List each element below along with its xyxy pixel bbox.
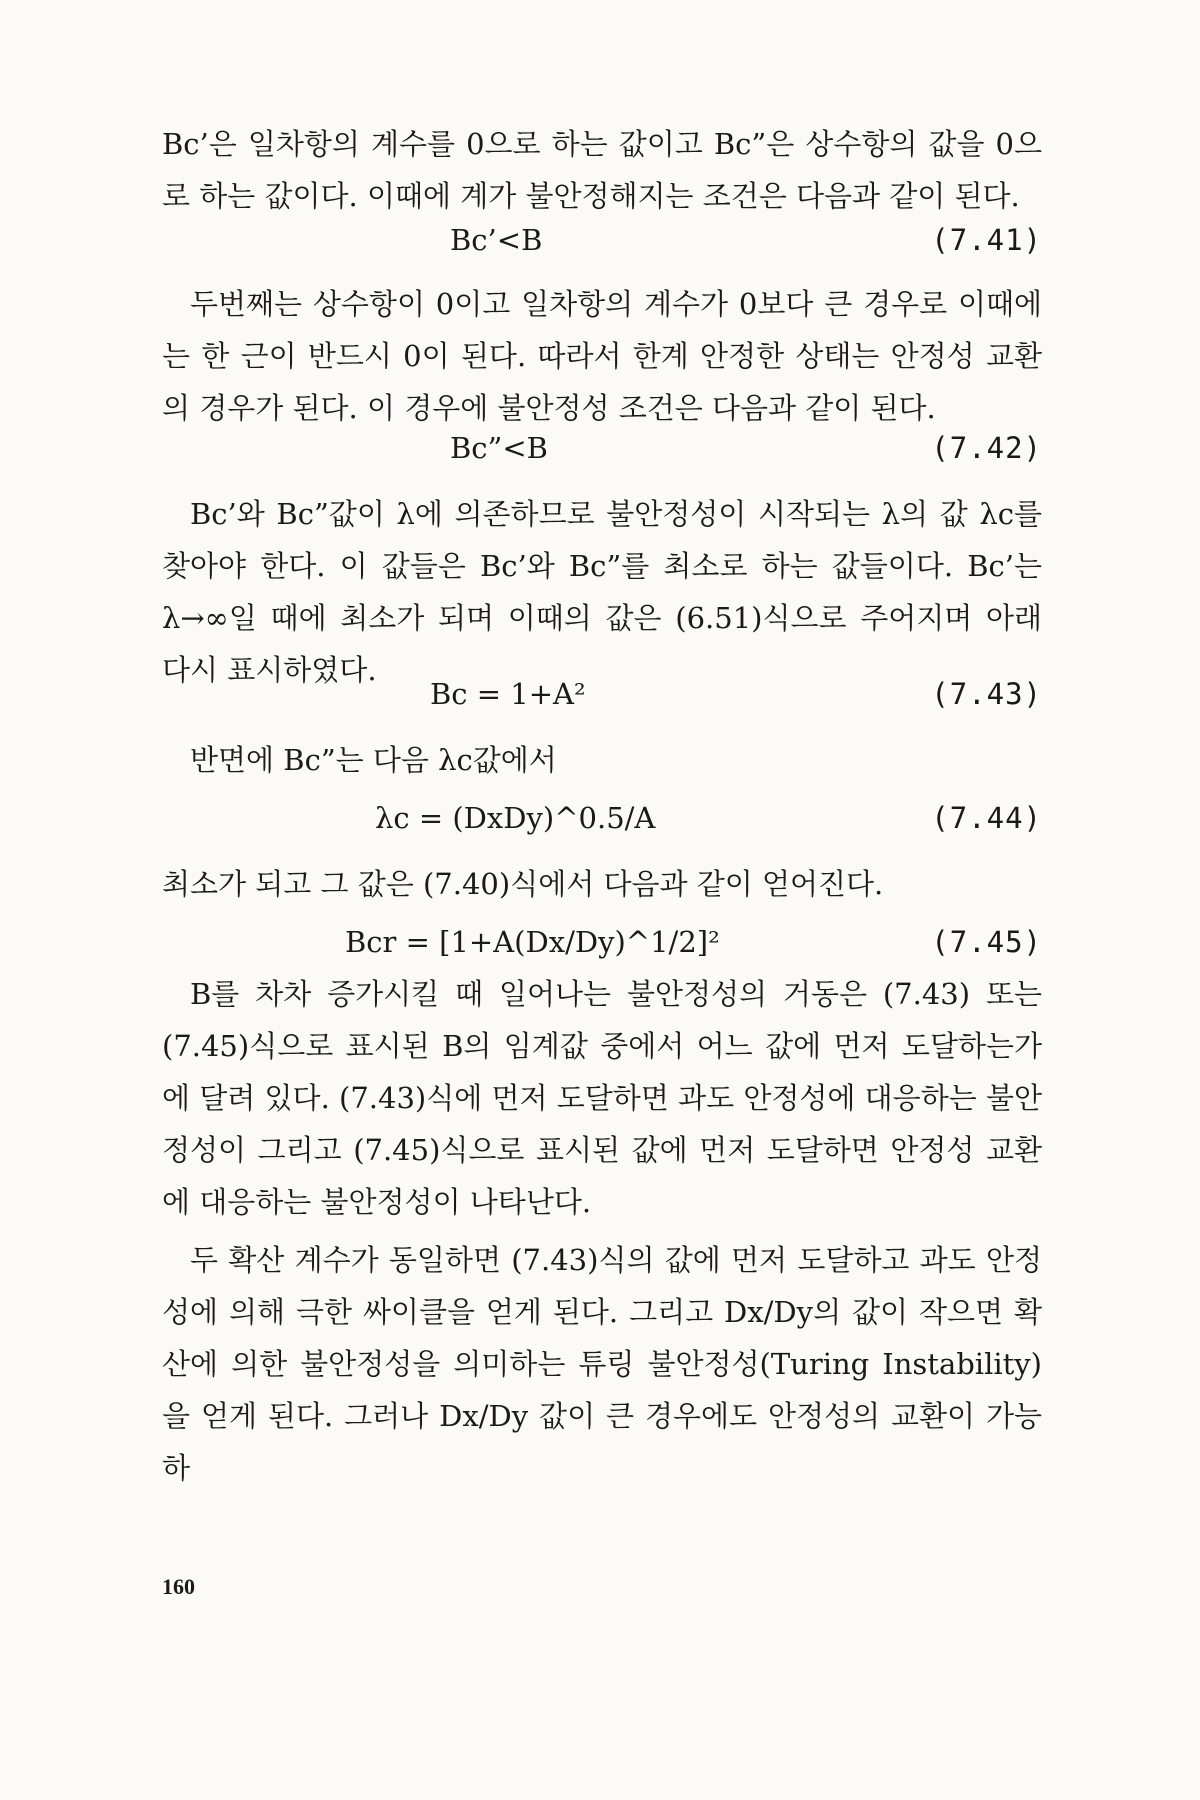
equation-7-43 — [0, 668, 1200, 720]
paragraph: 최소가 되고 그 값은 (7.40)식에서 다음과 같이 얻어진다. — [162, 867, 884, 901]
equation-7-41 — [0, 214, 1200, 266]
paragraph: Bc’은 일차항의 계수를 0으로 하는 값이고 Bc”은 상수항의 값을 0으로 하는 값이다. 이때에 계가 불안정해지는 조건은 다음과 같이 된다. — [162, 127, 1042, 213]
equation-number: (7.45) — [931, 925, 1042, 959]
equation-expression: Bc = 1+A² — [430, 677, 586, 711]
equation-7-42 — [0, 422, 1200, 474]
equation-expression: Bcr = [1+A(Dx/Dy)^1/2]² — [345, 925, 720, 959]
paragraph: B를 차차 증가시킬 때 일어나는 불안정성의 거동은 (7.43) 또는 (7.45)식으로 표시된 B의 임계값 중에서 어느 값에 먼저 도달하는가에 달려 있다. (7.43)식에 먼저 도달하면 과도 안정성에 대응하는 불안정성이 그리고 (7.45)식으로 표시된 값에 먼저 도달하면 안정성 교환에 대응하는 불안정성이 나타난다. — [162, 977, 1042, 1219]
equation-number: (7.41) — [931, 223, 1042, 257]
equation-number: (7.43) — [931, 677, 1042, 711]
equation-number: (7.44) — [931, 801, 1042, 835]
page-number: 160 — [162, 1574, 195, 1599]
equation-expression: Bc’<B — [450, 223, 543, 257]
paragraph: 반면에 Bc”는 다음 λc값에서 — [190, 743, 557, 777]
paragraph: 두 확산 계수가 동일하면 (7.43)식의 값에 먼저 도달하고 과도 안정성에 의해 극한 싸이클을 얻게 된다. 그리고 Dx/Dy의 값이 작으면 확산에 의한 불안정성을 의미하는 튜링 불안정성(Turing Instability)을 얻게 된다. 그러나 Dx/Dy 값이 큰 경우에도 안정성의 교환이 가능하 — [162, 1243, 1042, 1485]
equation-expression: λc = (DxDy)^0.5/A — [375, 801, 656, 835]
paragraph: 두번째는 상수항이 0이고 일차항의 계수가 0보다 큰 경우로 이때에는 한 근이 반드시 0이 된다. 따라서 한계 안정한 상태는 안정성 교환의 경우가 된다. 이 경우에 불안정성 조건은 다음과 같이 된다. — [162, 287, 1042, 425]
equation-7-45 — [0, 916, 1200, 968]
equation-7-44 — [0, 792, 1200, 844]
paragraph: Bc’와 Bc”값이 λ에 의존하므로 불안정성이 시작되는 λ의 값 λc를 찾아야 한다. 이 값들은 Bc’와 Bc”를 최소로 하는 값들이다. Bc’는 λ→∞일 때에 최소가 되며 이때의 값은 (6.51)식으로 주어지며 아래 다시 표시하였다. — [162, 497, 1042, 687]
equation-number: (7.42) — [931, 431, 1042, 465]
equation-expression: Bc”<B — [450, 431, 548, 465]
